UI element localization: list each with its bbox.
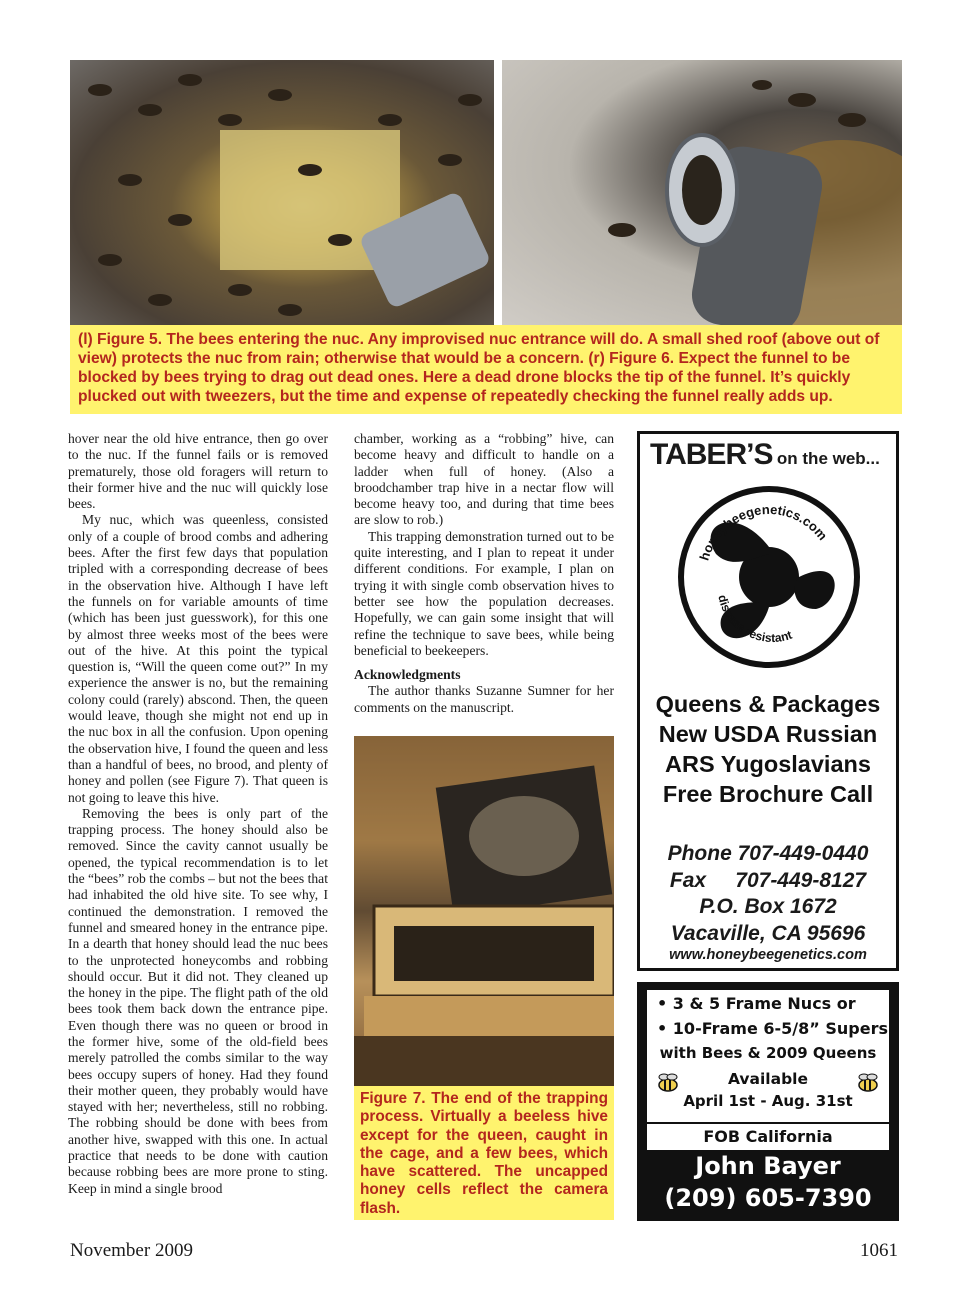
offer-line: ARS Yugoslavians xyxy=(665,751,871,777)
offer-line: Queens & Packages xyxy=(655,691,881,717)
figure-7-caption: Figure 7. The end of the trapping process. Virtually a beeless hive except for the queen, caught in the cage, and a few bees, which have scattered. The uncapped honey cells reflect the camera flash. xyxy=(354,1086,614,1220)
offer-line: Free Brochure Call xyxy=(662,781,874,807)
issue-date: November 2009 xyxy=(70,1240,193,1261)
bayer-item: April 1st - Aug. 31st xyxy=(683,1092,853,1110)
bees-entering-nuc-illustration xyxy=(70,60,494,325)
paragraph: This trapping demonstration turned out to be quite interesting, and I plan to repeat it under different conditions. For example, I plan on trying it with single comb observation hives to better see how the population decreases. Hopefully, we can gain some insight that will refine the technique to save bees, while being beneficial to beekeepers. xyxy=(354,528,614,658)
tabers-advertisement xyxy=(637,431,899,971)
bayer-offer-box xyxy=(647,990,889,1122)
bayer-item: • 10-Frame 6-5/8” Supers xyxy=(657,1019,888,1038)
tabers-contact-block xyxy=(640,841,896,947)
tabers-tagline: on the web... xyxy=(776,449,880,468)
acknowledgments-heading: Acknowledgments xyxy=(354,667,461,683)
bayer-item: • 3 & 5 Frame Nucs or xyxy=(657,994,856,1013)
logo-tag-text: disease resistant xyxy=(715,593,794,646)
funnel-tip-illustration xyxy=(502,60,902,325)
tabers-website: www.honeybeegenetics.com xyxy=(669,947,867,963)
page-number: 1061 xyxy=(860,1240,898,1261)
figure-5-photo xyxy=(70,60,494,325)
tabers-fax: Fax 707-449-8127 xyxy=(669,868,867,892)
tabers-phone: Phone 707-449-0440 xyxy=(667,842,869,865)
honeybee-logo-icon xyxy=(676,484,862,670)
tabers-brand: TABER’S xyxy=(650,438,773,471)
bayer-phone: (209) 605-7390 xyxy=(664,1184,872,1212)
paragraph: My nuc, which was queenless, consisted only of a couple of brood combs and adhering bees. After the first few days that population tripled with a corresponding decrease of bees in the observation hive. Although I have left the funnels on for variable amounts of time (which has been just guesswork), for this one by almost three weeks most of the bees were out of the hive. At this point the typical question is, “Will the queen come out?” In my experience the answer is no, but the remaining colony could (rarely) abscond. Then, the queen would leave, though she might not end up in the nuc box in all the confusion. Upon opening the observation hive, I found the queen and less than a handful of bees, no brood, and plenty of honey and pollen (see Figure 7). That queen is not going to leave this hive. xyxy=(68,512,328,805)
tabers-offer-block xyxy=(640,689,896,809)
paragraph: Removing the bees is only part of the trapping process. The honey should also be removed. Since the cavity cannot usually be opened, the typical recommendation is to let the “bees” rob the combs – but not the bees that had inhabited the old hive site. To see why, I continued the demonstration. I removed the funnel and smeared honey in the entrance pipe. In a dearth that honey should lead the nuc bees to the unprotected honeycombs and robbing should occur. But it did not. They cleaned up the honey in the pipe. The flight path of the old bees took them back down the entrance pipe. Even though there was no queen or brood in the former hive, some of the old-field bees merely patrolled the combs similar to the way bees occupy supers of honey. Had they found their mother queen, they probably would have stayed with her; nevertheless, still no robbing. The robbing should be done with bees from another hive, swapped with this one. In actual practice that needs to be done with caution because robbing bees are more prone to sting. Keep in mind a single brood xyxy=(68,805,328,1196)
tabers-po-box: P.O. Box 1672 xyxy=(699,895,837,918)
bee-icon xyxy=(855,1070,881,1096)
bee-icon xyxy=(655,1070,681,1096)
offer-line: New USDA Russian xyxy=(658,721,878,747)
figure-6-photo xyxy=(502,60,902,325)
paragraph: chamber, working as a “robbing” hive, can become heavy and difficult to handle on a ladder when full of honey. (Also a broodchamber trap hive in a nectar flow will become heavy too, and during that time bees are slow to rob.) xyxy=(354,431,614,528)
article-column-1 xyxy=(68,431,328,1197)
figure-7-photo xyxy=(354,736,614,1086)
bayer-item: with Bees & 2009 Queens xyxy=(659,1044,877,1062)
tabers-header xyxy=(650,438,880,472)
empty-observation-hive-illustration xyxy=(354,736,614,1086)
tabers-city: Vacaville, CA 95696 xyxy=(670,921,866,945)
bayer-name: John Bayer xyxy=(695,1152,841,1180)
article-column-2 xyxy=(354,431,614,716)
logo-url-text: honeybeegenetics.com xyxy=(696,501,831,563)
john-bayer-advertisement xyxy=(637,982,899,1221)
paragraph: hover near the old hive entrance, then go over to the nuc. If the funnel fails or is removed prematurely, those old foragers will return to their former hive and the nuc will quickly lose bees. xyxy=(68,431,328,512)
bayer-item: Available xyxy=(727,1070,808,1088)
figures-5-6-caption: (l) Figure 5. The bees entering the nuc. Any improvised nuc entrance will do. A small shed roof (above out of view) protects the nuc from rain; otherwise that would be a concern. (r) Figure 6. Expect the funnel to be blocked by bees trying to drag out dead ones. Here a dead drone blocks the tip of the funnel. It’s quickly plucked out with tweezers, but the time and expense of repeatedly checking the funnel really adds up. xyxy=(70,325,902,414)
bayer-fob: FOB California xyxy=(647,1124,889,1150)
acknowledgments-text: The author thanks Suzanne Sumner for her comments on the manuscript. xyxy=(354,683,614,715)
